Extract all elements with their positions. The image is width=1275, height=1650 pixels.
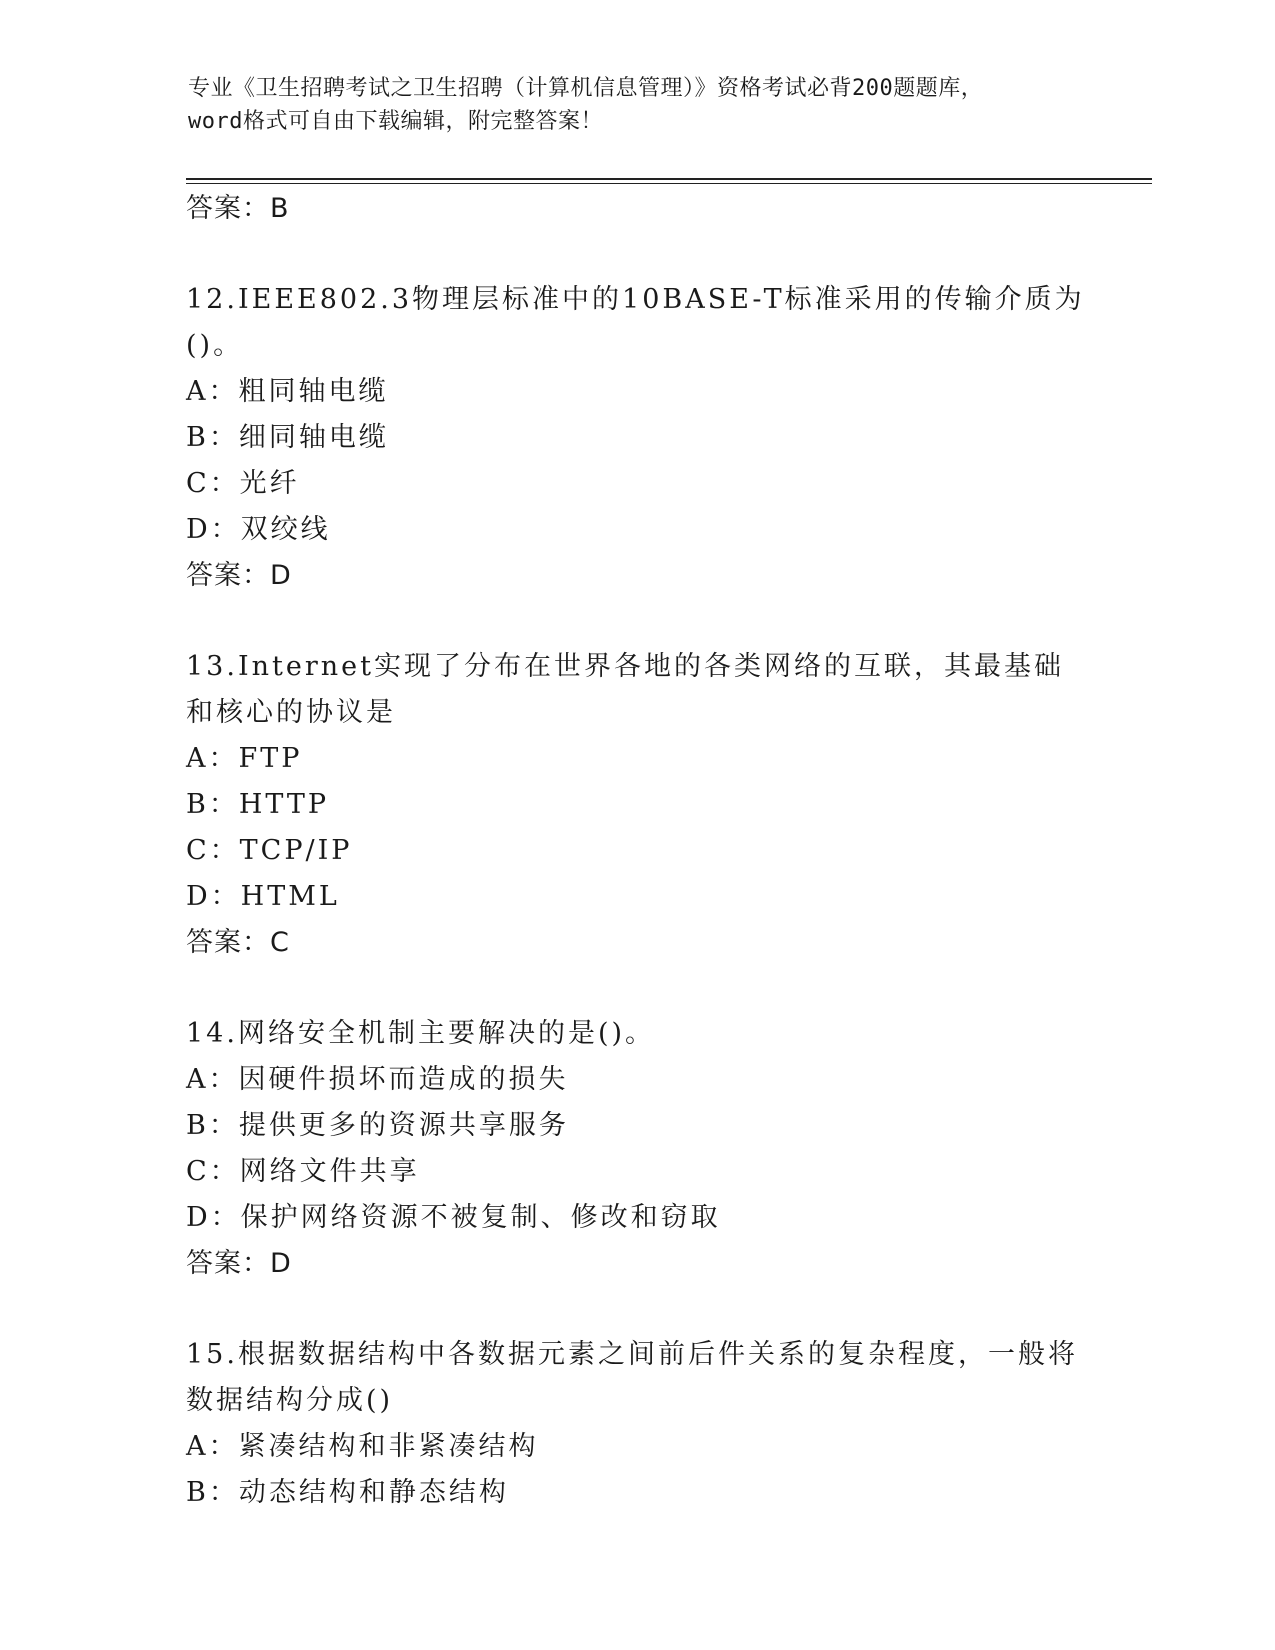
header-rule-thick xyxy=(186,178,1152,180)
option-b: B：HTTP xyxy=(186,789,330,820)
question-list xyxy=(186,186,1086,1516)
option-c: C：TCP/IP xyxy=(186,835,353,866)
option-a: A：因硬件损坏而造成的损失 xyxy=(186,1064,569,1095)
option-d: D：HTML xyxy=(186,881,340,912)
option-b: B：动态结构和静态结构 xyxy=(186,1477,509,1508)
header-line-1: 专业《卫生招聘考试之卫生招聘（计算机信息管理）》资格考试必背200题题库， xyxy=(188,76,984,101)
option-a: A：FTP xyxy=(186,743,303,774)
answer-line: 答案：D xyxy=(186,560,292,591)
option-c: C：光纤 xyxy=(186,468,300,499)
question-14 xyxy=(186,1011,1086,1287)
answer-line: 答案：D xyxy=(186,1248,292,1279)
question-stem: 14.网络安全机制主要解决的是()。 xyxy=(186,1018,656,1049)
option-a: A：紧凑结构和非紧凑结构 xyxy=(186,1431,539,1462)
option-b: B：提供更多的资源共享服务 xyxy=(186,1110,569,1141)
option-b: B：细同轴电缆 xyxy=(186,422,389,453)
question-stem: 12.IEEE802.3物理层标准中的10BASE-T标准采用的传输介质为()。 xyxy=(186,284,1085,361)
option-a: A：粗同轴电缆 xyxy=(186,376,389,407)
header-line-2: word格式可自由下载编辑，附完整答案！ xyxy=(188,109,603,134)
header-rule-thin xyxy=(186,183,1152,184)
question-15 xyxy=(186,1332,1086,1516)
option-d: D：保护网络资源不被复制、修改和窃取 xyxy=(186,1202,721,1233)
option-d: D：双绞线 xyxy=(186,514,331,545)
question-stem: 15.根据数据结构中各数据元素之间前后件关系的复杂程度，一般将数据结构分成() xyxy=(186,1339,1078,1416)
question-13 xyxy=(186,644,1086,966)
document-header xyxy=(188,72,1088,138)
question-stem: 13.Internet实现了分布在世界各地的各类网络的互联，其最基础和核心的协议是 xyxy=(186,651,1064,728)
question-12 xyxy=(186,277,1086,599)
option-c: C：网络文件共享 xyxy=(186,1156,420,1187)
answer-line: 答案：C xyxy=(186,927,290,958)
answer-line: 答案：B xyxy=(186,193,290,224)
